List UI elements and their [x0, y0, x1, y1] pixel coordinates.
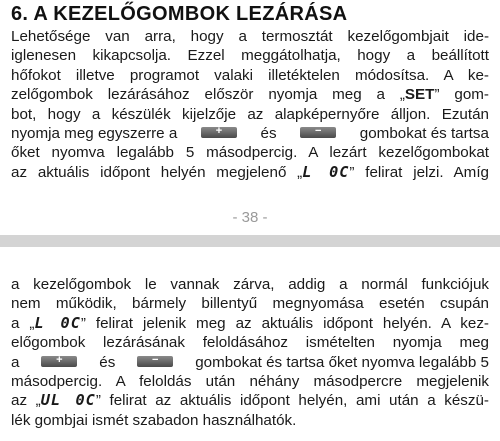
- text-line: az aktuális időpont helyén megjelenő „L 0C” felirat jelzi. Amíg: [11, 162, 489, 181]
- set-key-label: SET: [404, 86, 435, 104]
- lcd-lock-indicator: L 0C: [34, 313, 81, 332]
- page-divider: [0, 235, 500, 247]
- text-line: őket nyomva legalább 5 másodpercig. A lezárt kezelőgombokat: [11, 144, 489, 162]
- text-line: az „UL 0C” felirat az aktuális időpont helyén, ami után a készü-: [11, 391, 489, 410]
- text-line: előgombok lezárásának feloldásához ismételten nyomja meg: [11, 334, 489, 352]
- text-line: nyomja meg egyszerre a + és − gombokat és tartsa: [11, 124, 489, 142]
- top-paragraph: [11, 27, 489, 182]
- plus-button-icon: +: [201, 127, 237, 138]
- text-line: nem működik, bármely billentyű megnyomása esetén csupán: [11, 295, 489, 313]
- lcd-lock-indicator: L 0C: [302, 162, 350, 181]
- section-heading: 6. A KEZELŐGOMBOK LEZÁRÁSA: [11, 3, 348, 25]
- text-line: bot, hogy a készülék kijelzője az alapképernyőre álljon. Ezután: [11, 105, 489, 123]
- text-line: iglenesen kikapcsolja. Ezzel meggátolhatja, hogy a beállított: [11, 47, 489, 65]
- text-line: a kezelőgombok le vannak zárva, addig a normál funkciójuk: [11, 276, 489, 293]
- text-line: hőfokot illetve programot valaki illetéktelen módosítsa. A ke-: [11, 66, 489, 84]
- bottom-paragraph: [11, 275, 489, 430]
- text-line: a + és − gombokat és tartsa őket nyomva legalább 5: [11, 353, 489, 371]
- minus-button-icon: −: [137, 356, 173, 367]
- text-line: lék gombjai ismét szabadon használhatók.: [11, 411, 297, 429]
- text-line: másodpercig. A feloldás után néhány másodpercre megjelenik: [11, 372, 489, 390]
- text-line: Lehetősége van arra, hogy a termosztát kezelőgombjait ide-: [11, 28, 489, 45]
- text-line: a „L 0C” felirat jelenik meg az aktuális időpont helyén. A kez-: [11, 313, 489, 332]
- text-line: zelőgombok lezárásához először nyomja meg a „SET” gom-: [11, 86, 489, 104]
- lcd-unlock-indicator: UL 0C: [40, 391, 96, 410]
- page-number: - 38 -: [232, 209, 268, 226]
- plus-button-icon: +: [41, 356, 77, 367]
- minus-button-icon: −: [300, 127, 336, 138]
